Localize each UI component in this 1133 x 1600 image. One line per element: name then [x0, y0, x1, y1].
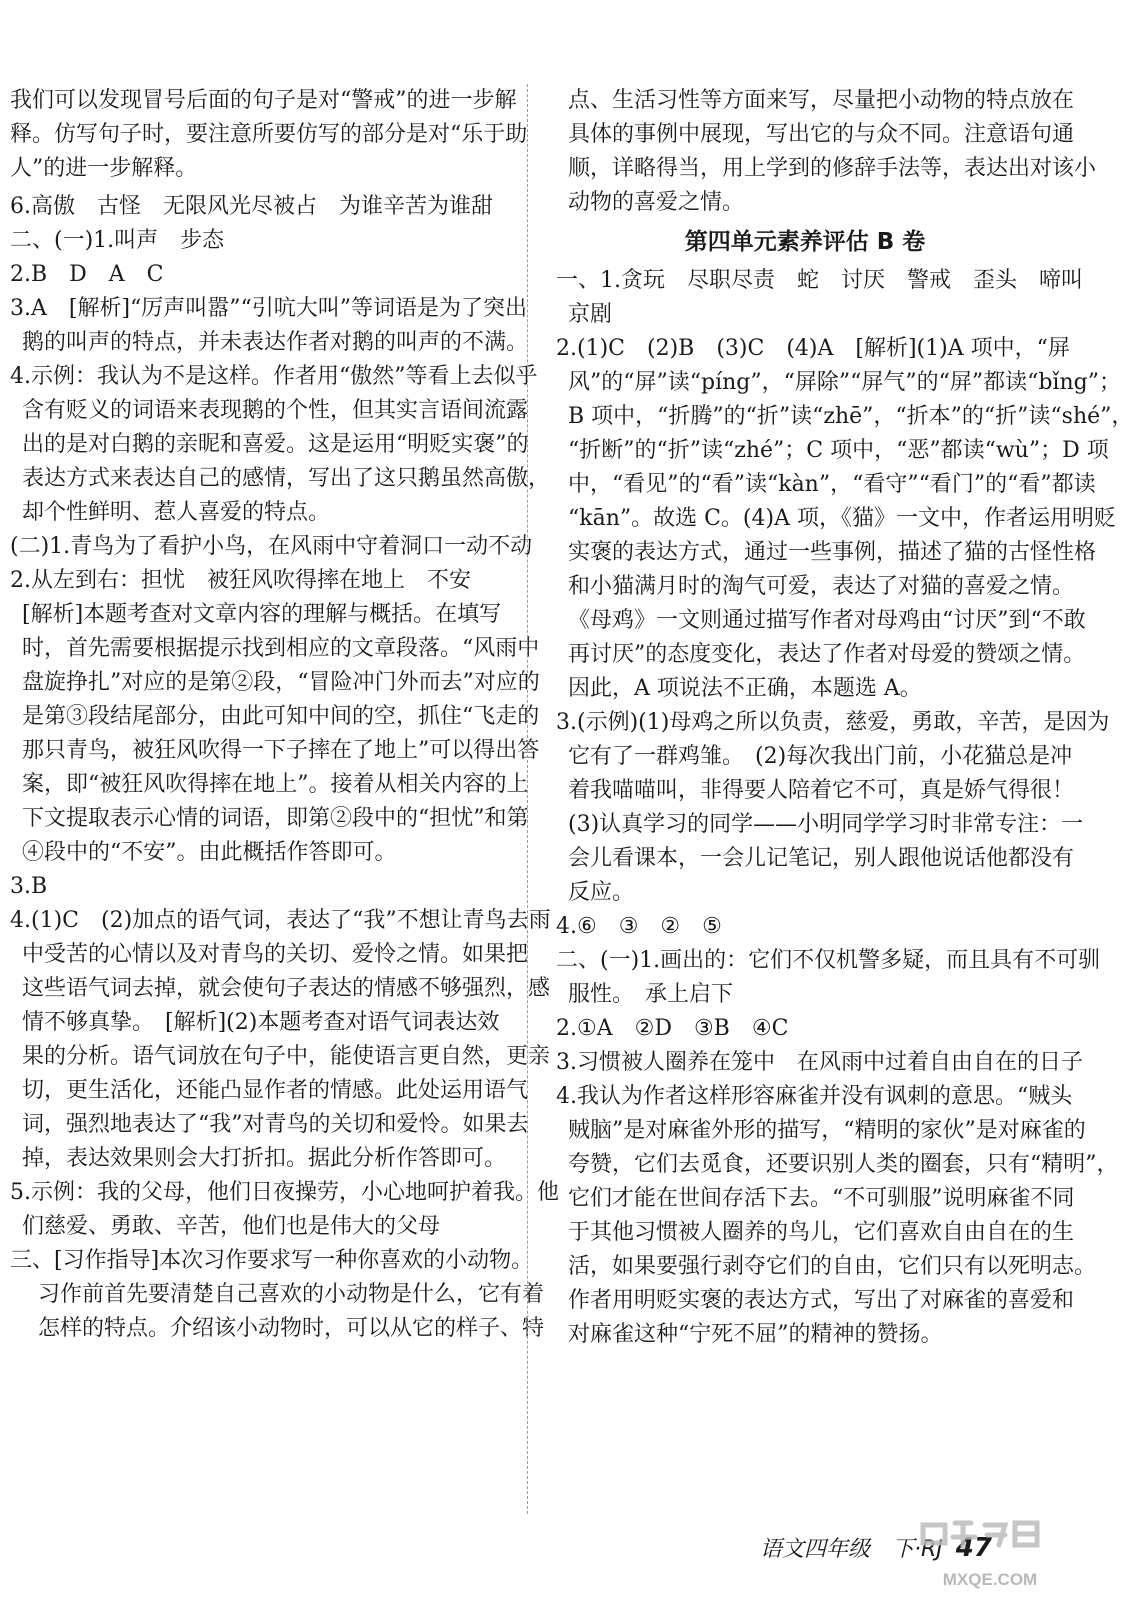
left-column: [10, 84, 559, 1346]
text-line: 盘旋挣扎”对应的是第②段，“冒险冲门外而去”对应的: [22, 670, 540, 695]
text-line: 中受苦的心情以及对青鸟的关切、爱怜之情。如果把: [22, 942, 529, 967]
text-line: 《母鸡》一文则通过描写作者对母鸡由“讨厌”到“不敢: [568, 608, 1086, 633]
text-line: (3)认真学习的同学——小明同学学习时非常专注：一: [568, 812, 1084, 837]
text-line: 具体的事例中展现，写出它的与众不同。注意语句通: [568, 122, 1075, 147]
text-line: 表达方式来表达自己的感情，写出了这只鹅虽然高傲，: [22, 466, 551, 491]
answer-line: 4.⑥ ③ ② ⑤: [556, 914, 722, 939]
answer-line: 4.示例：我认为不是这样。作者用“傲然”等看上去似乎: [10, 364, 538, 389]
text-line: 怎样的特点。介绍该小动物时，可以从它的样子、特: [38, 1316, 545, 1341]
answer-line: 3.(示例)(1)母鸡之所以负责，慈爱，勇敢，辛苦，是因为: [556, 710, 1110, 735]
text-line: 它们才能在世间存活下去。“不可驯服”说明麻雀不同: [568, 1186, 1075, 1211]
text-line: 们慈爱、勇敢、辛苦，他们也是伟大的父母: [22, 1214, 441, 1239]
text-line: 这些语气词去掉，就会使句子表达的情感不够强烈，感: [22, 976, 551, 1001]
text-line: 那只青鸟，被狂风吹得一下子摔在了地上”可以得出答: [22, 738, 540, 763]
text-line: 风”的“屏”读“píng”，“屏除”“屏气”的“屏”都读“bǐng”；: [568, 370, 1121, 395]
text-line: 和小猫满月时的淘气可爱，表达了对猫的喜爱之情。: [568, 574, 1075, 599]
answer-line: 3.习惯被人圈养在笼中 在风雨中过着自由自在的日子: [556, 1050, 1083, 1075]
text-line: 中，“看见”的“看”读“kàn”，“看守”“看门”的“看”都读: [568, 472, 1096, 497]
text-line: 会儿看课本，一会儿记笔记，别人跟他说话他都没有: [568, 846, 1075, 871]
answer-line: 3.A [解析]“厉声叫嚣”“引吭大叫”等词语是为了突出: [10, 296, 528, 321]
answer-line: 4.我认为作者这样形容麻雀并没有讽刺的意思。“贼头: [556, 1084, 1073, 1109]
text-line: 却个性鲜明、惹人喜爱的特点。: [22, 500, 331, 525]
text-line: 掉，表达效果则会大打折扣。据此分析作答即可。: [22, 1146, 507, 1171]
text-line: 果的分析。语气词放在句子中，能使语言更自然，更亲: [22, 1044, 551, 1069]
text-line: 顺，详略得当，用上学到的修辞手法等，表达出对该小: [568, 156, 1097, 181]
text-line: 服性。 承上启下: [568, 982, 734, 1007]
text-line: 点、生活习性等方面来写，尽量把小动物的特点放在: [568, 88, 1075, 113]
text-line: 于其他习惯被人圈养的鸟儿，它们喜欢自由自在的生: [568, 1220, 1075, 1245]
text-line: ④段中的“不安”。由此概括作答即可。: [22, 840, 397, 865]
text-line: 京剧: [568, 302, 613, 327]
text-line: 实褒的表达方式，通过一些事例，描述了猫的古怪性格: [568, 540, 1097, 565]
column-divider: [527, 84, 528, 1514]
watermark-text: MXQE.COM: [942, 1570, 1038, 1589]
text-line: 切，更生活化，还能凸显作者的情感。此处运用语气: [22, 1078, 529, 1103]
text-line: 贼脑”是对麻雀外形的描写，“精明的家伙”是对麻雀的: [568, 1118, 1086, 1143]
text-line: 下文提取表示心情的词语，即第②段中的“担忧”和第: [22, 806, 529, 831]
right-column: [556, 84, 1133, 1352]
watermark-logo: [915, 1515, 1065, 1593]
text-line: 含有贬义的词语来表现鹅的个性，但其实言语间流露: [22, 398, 529, 423]
footer-subject: 语文四年级 下·RJ: [760, 1537, 943, 1562]
answer-line: 3.B: [10, 874, 48, 899]
text-line: 习作前首先要清楚自己喜欢的小动物是什么，它有着: [38, 1282, 545, 1307]
text-line: 再讨厌”的态度变化，表达了作者对母爱的赞颂之情。: [568, 642, 1086, 667]
answer-line: 2.①A ②D ③B ④C: [556, 1016, 789, 1041]
text-line: 夸赞，它们去觅食，还要识别人类的圈套，只有“精明”，: [568, 1152, 1119, 1177]
answer-line: 二、(一)1.叫声 步态: [10, 228, 225, 253]
text-line: 情不够真挚。 [解析](2)本题考查对语气词表达效: [22, 1010, 500, 1035]
text-line: 着我喵喵叫，非得要人陪着它不可，真是娇气得很！: [568, 778, 1075, 803]
text-line: 对麻雀这种“宁死不屈”的精神的赞扬。: [568, 1322, 943, 1347]
text-line: 是第③段结尾部分，由此可知中间的空，抓住“飞走的: [22, 704, 540, 729]
text-line: 鹅的叫声的特点，并未表达作者对鹅的叫声的不满。: [22, 330, 529, 355]
answer-line: 二、(一)1.画出的：它们不仅机警多疑，而且具有不可驯: [556, 948, 1101, 973]
text-line: B 项中，“折腾”的“折”读“zhē”，“折本”的“折”读“shé”，: [568, 404, 1133, 429]
text-line: 释。仿写句子时，要注意所要仿写的部分是对“乐于助: [10, 122, 528, 147]
section-title: 第四单元素养评估 B 卷: [684, 229, 926, 255]
text-line: 出的是对白鹅的亲昵和喜爱。这是运用“明贬实褒”的: [22, 432, 529, 457]
text-line: 案，即“被狂风吹得摔在地上”。接着从相关内容的上: [22, 772, 529, 797]
text-line: 动物的喜爱之情。: [568, 190, 745, 215]
answer-line: 2.从左到右：担忧 被狂风吹得摔在地上 不安: [10, 568, 471, 593]
text-line: 它有了一群鸡雏。 (2)每次我出门前，小花猫总是冲: [568, 744, 1073, 769]
text-line: 因此，A 项说法不正确，本题选 A。: [568, 676, 922, 701]
text-line: “折断”的“折”读“zhé”；C 项中，“恶”都读“wù”；D 项: [568, 438, 1109, 463]
page-number: 47: [955, 1533, 992, 1563]
answer-line: 4.(1)C (2)加点的语气词，表达了“我”不想让青鸟去雨: [10, 908, 551, 933]
text-line: 词，强烈地表达了“我”对青鸟的关切和爱怜。如果去: [22, 1112, 529, 1137]
text-line: 我们可以发现冒号后面的句子是对“警戒”的进一步解: [10, 88, 517, 113]
text-line: 时，首先需要根据提示找到相应的文章段落。“风雨中: [22, 636, 540, 661]
answer-line: 5.示例：我的父母，他们日夜操劳，小心地呵护着我。他: [10, 1180, 559, 1205]
answer-line: 2.(1)C (2)B (3)C (4)A [解析](1)A 项中，“屏: [556, 336, 1070, 361]
text-line: 反应。: [568, 880, 635, 905]
answer-line: 三、[习作指导]本次习作要求写一种你喜欢的小动物。: [10, 1248, 534, 1273]
text-line: 作者用明贬实褒的表达方式，写出了对麻雀的喜爱和: [568, 1288, 1075, 1313]
answer-line: 一、1.贪玩 尽职尽责 蛇 讨厌 警戒 歪头 啼叫: [556, 268, 1083, 293]
answer-line: 6.高傲 古怪 无限风光尽被占 为谁辛苦为谁甜: [10, 194, 493, 219]
analysis-line: [解析]本题考查对文章内容的理解与概括。在填写: [22, 602, 502, 627]
text-line: 人”的进一步解释。: [10, 156, 198, 181]
text-line: 活，如果要强行剥夺它们的自由，它们只有以死明志。: [568, 1254, 1097, 1279]
answer-line: 2.B D A C: [10, 262, 164, 287]
answer-line: (二)1.青鸟为了看护小鸟，在风雨中守着洞口一动不动: [10, 534, 533, 559]
text-line: “kān”。故选 C。(4)A 项，《猫》一文中，作者运用明贬: [568, 506, 1116, 531]
